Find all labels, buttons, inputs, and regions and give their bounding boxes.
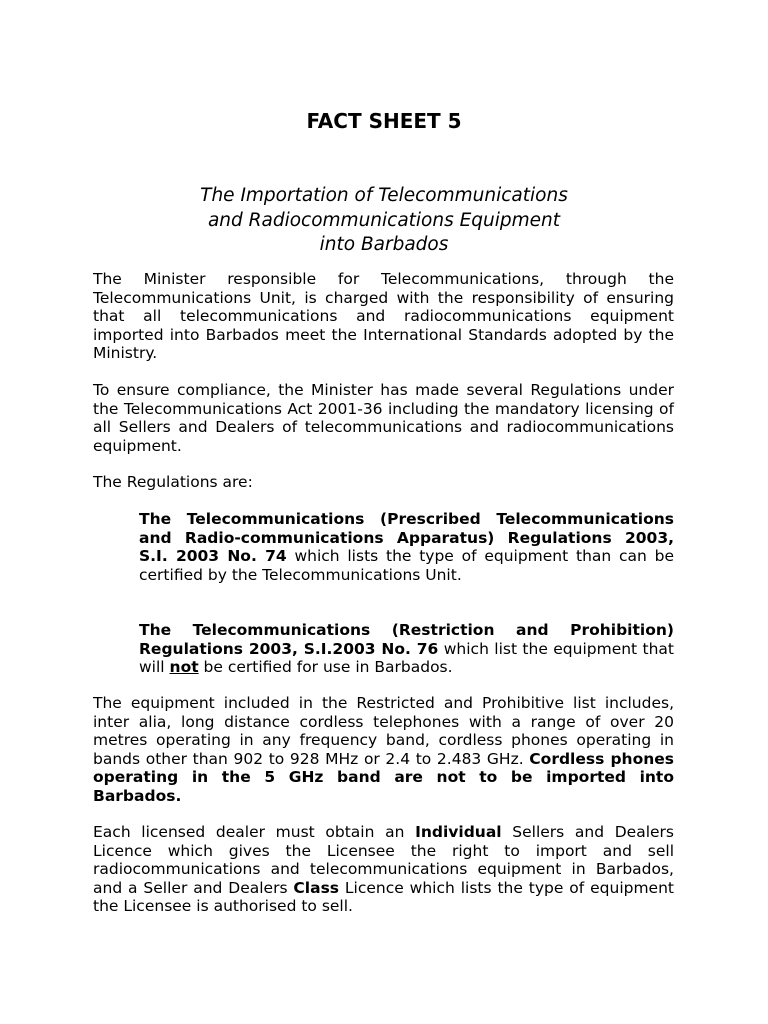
- regulation-74-description: which lists the type of equipment than can be certified by the Telecommunications Unit.: [139, 547, 674, 584]
- regulation-item-76: [139, 621, 674, 677]
- regulations-heading: The Regulations are:: [93, 473, 253, 491]
- licence-paragraph: [93, 823, 674, 916]
- page-title: FACT SHEET 5: [306, 109, 462, 133]
- regulation-76-description: which list the equipment that will: [139, 639, 674, 677]
- compliance-paragraph: To ensure compliance, the Minister has made several Regulations under the Telecommunications Act 2001-36 including the mandatory licensing of all Sellers and Dealers of telecommunications and radiocommunications equipment.: [93, 381, 674, 455]
- subtitle-line-1: The Importation of Telecommunications: [200, 185, 568, 206]
- regulation-item-74: [139, 510, 674, 584]
- regulation-76-title: The Telecommunications (Restriction and Prohibition) Regulations 2003, S.I.2003 No. 76: [139, 621, 674, 658]
- subtitle-line-3: into Barbados: [319, 234, 449, 255]
- regulation-74-title: The Telecommunications (Prescribed Telecommunications and Radio-communications Apparatus) Regulations 2003, S.I. 2003 No. 74: [139, 510, 674, 566]
- licence-class: Class: [293, 878, 340, 897]
- licence-text-2: Sellers and Dealers Licence which gives the Licensee the right to import and sell radiocommunications and telecommunications equipment in Barbados, and a Seller and Dealers: [93, 823, 674, 897]
- regulation-76-description-end: be certified for use in Barbados.: [198, 658, 453, 677]
- intro-paragraph: The Minister responsible for Telecommunications, through the Telecommunications Unit, is charged with the responsibility of ensuring that all telecommunications and radiocommunications equipment imported into Barbados meet the International Standards adopted by the Ministry.: [93, 270, 674, 363]
- restricted-equipment-text: The equipment included in the Restricted and Prohibitive list includes, inter alia, long distance cordless telephones with a range of over 20 metres operating in any frequency band, cordless phones operating in bands other than 902 to 928 MHz or 2.4 to 2.483 GHz.: [93, 694, 674, 768]
- restricted-equipment-paragraph: [93, 694, 674, 806]
- licence-text-1: Each licensed dealer must obtain an: [93, 823, 416, 841]
- subtitle-line-2: and Radiocommunications Equipment: [207, 209, 561, 231]
- document-subtitle: [150, 184, 618, 258]
- regulation-76-emphasis: not: [169, 658, 199, 677]
- licence-individual: Individual: [415, 823, 502, 841]
- licence-text-3: Licence which lists the type of equipment the Licensee is authorised to sell.: [93, 878, 674, 916]
- cordless-phone-warning: Cordless phones operating in the 5 GHz band are not to be imported into Barbados.: [93, 749, 674, 805]
